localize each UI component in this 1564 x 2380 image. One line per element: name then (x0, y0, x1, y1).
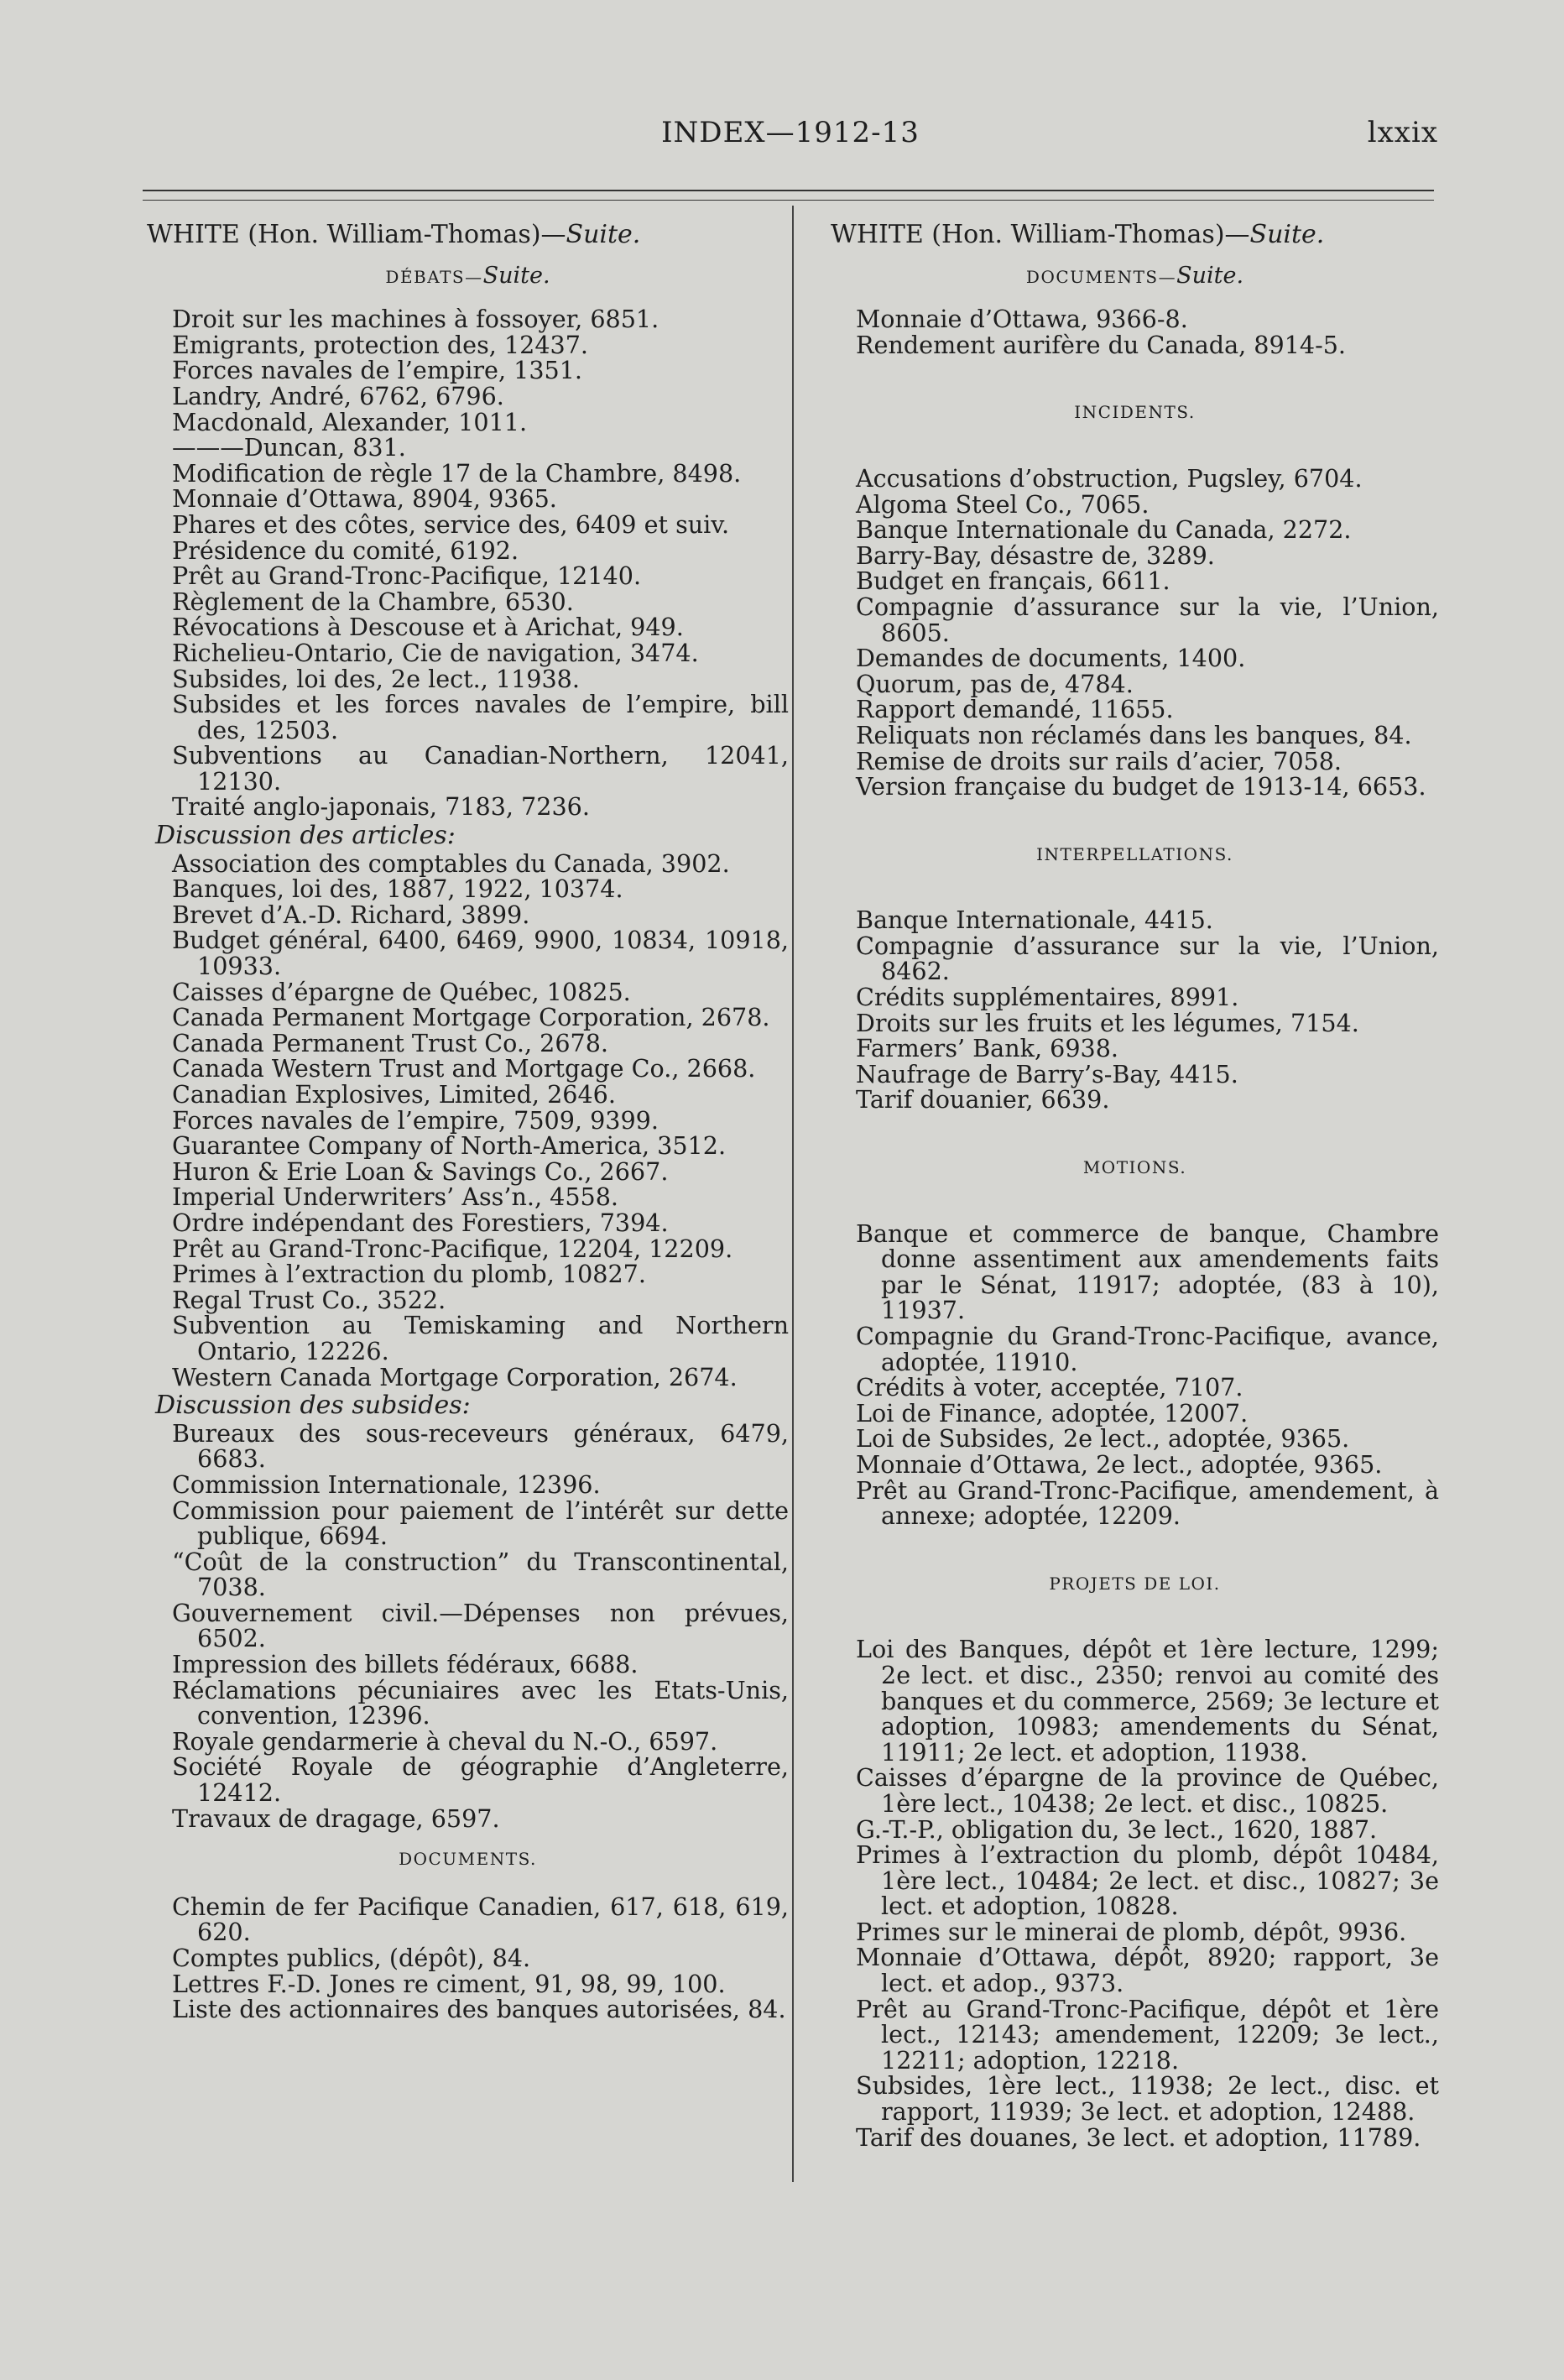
index-entry: Banque et commerce de banque, Chambre donne assentiment aux amendements faits par le Sénat, 11917; adoptée, (83 à 10), 11937. (856, 1219, 1439, 1325)
index-entry: Demandes de documents, 1400. (856, 644, 1246, 673)
index-entry: Brevet d’A.-D. Richard, 3899. (172, 900, 530, 929)
index-entry: Canadian Explosives, Limited, 2646. (172, 1080, 616, 1109)
index-entry: Monnaie d’Ottawa, 8904, 9365. (172, 484, 557, 514)
index-entry: Budget général, 6400, 6469, 9900, 10834, 10918, 10933. (172, 926, 789, 981)
header-rule (143, 190, 1434, 191)
debats-list (147, 306, 789, 820)
index-entry: Forces navales de l’empire, 1351. (172, 356, 583, 385)
index-entry: Banques, loi des, 1887, 1922, 10374. (172, 874, 623, 904)
index-entry: Compagnie d’assurance sur la vie, l’Union, 8605. (856, 592, 1439, 647)
index-entry: ———Duncan, 831. (172, 433, 406, 462)
documents-list (831, 306, 1439, 358)
index-entry: Primes à l’extraction du plomb, 10827. (172, 1260, 646, 1289)
index-entry: Farmers’ Bank, 6938. (856, 1034, 1119, 1063)
index-entry: Subsides, 1ère lect., 11938; 2e lect., disc. et rapport, 11939; 3e lect. et adoption, 12488. (856, 2071, 1439, 2127)
index-entry: Prêt au Grand-Tronc-Pacifique, amendement, à annexe; adoptée, 12209. (856, 1475, 1439, 1531)
index-entry: Remise de droits sur rails d’acier, 7058. (856, 746, 1342, 775)
index-entry: Monnaie d’Ottawa, 2e lect., adoptée, 9365. (856, 1449, 1383, 1479)
subsides-list (147, 1418, 789, 1833)
index-entry: Société Royale de géographie d’Angleterre, 12412. (172, 1752, 789, 1808)
index-entry: Macdonald, Alexander, 1011. (172, 407, 528, 436)
index-entry: Subsides, loi des, 2e lect., 11938. (172, 664, 580, 693)
index-entry: Subventions au Canadian-Northern, 12041, 12130. (172, 741, 789, 796)
index-entry: Naufrage de Barry’s-Bay, 4415. (856, 1059, 1238, 1088)
index-entry: Crédits supplémentaires, 8991. (856, 983, 1239, 1012)
index-entry: Gouvernement civil.—Dépenses non prévues, 6502. (172, 1598, 789, 1653)
index-entry: Modification de règle 17 de la Chambre, 8498. (172, 458, 742, 488)
section-heading-debats (147, 264, 789, 290)
subsection-heading-subsides: Discussion des subsides: (155, 1391, 471, 1421)
index-entry: Commission pour paiement de l’intérêt sur dette publique, 6694. (172, 1495, 789, 1551)
index-entry: Phares et des côtes, service des, 6409 et suiv. (172, 509, 730, 539)
index-entry: Compagnie d’assurance sur la vie, l’Union, 8462. (856, 931, 1439, 986)
left-column (147, 222, 789, 2022)
index-entry: Lettres F.-D. Jones re ciment, 91, 98, 99, 100. (172, 1969, 726, 1998)
index-entry: Banque Internationale, 4415. (856, 906, 1213, 935)
index-entry: Loi de Subsides, 2e lect., adoptée, 9365. (856, 1424, 1350, 1454)
page-header (143, 107, 1438, 158)
motions-list (831, 1221, 1439, 1529)
index-entry: Canada Permanent Trust Co., 2678. (172, 1028, 608, 1057)
index-entry: Tarif douanier, 6639. (856, 1085, 1110, 1114)
index-entry: Primes sur le minerai de plomb, dépôt, 9936. (856, 1917, 1407, 1946)
index-entry: Western Canada Mortgage Corporation, 2674. (172, 1362, 738, 1391)
articles-list (147, 848, 789, 1391)
index-entry: Richelieu-Ontario, Cie de navigation, 3474. (172, 638, 699, 667)
index-entry: Impression des billets fédéraux, 6688. (172, 1650, 639, 1679)
section-heading-incidents: INCIDENTS. (1074, 402, 1196, 423)
section-suite: Suite. (1176, 262, 1244, 289)
section-label: DÉBATS— (385, 266, 483, 287)
incidents-list (831, 463, 1439, 801)
index-entry: Huron & Erie Loan & Savings Co., 2667. (172, 1156, 669, 1186)
index-entry: Association des comptables du Canada, 3902. (172, 848, 730, 878)
index-entry: Crédits à voter, acceptée, 7107. (856, 1373, 1243, 1402)
index-entry: Rapport demandé, 11655. (856, 695, 1174, 724)
heading-suite: Suite. (1249, 220, 1325, 249)
section-heading-documents: DOCUMENTS. (399, 1849, 537, 1870)
index-entry: Subsides et les forces navales de l’empire, bill des, 12503. (172, 690, 789, 744)
index-entry: Rendement aurifère du Canada, 8914-5. (856, 330, 1347, 359)
index-entry: Liste des actionnaires des banques autorisées, 84. (172, 1995, 786, 2024)
index-entry: Canada Permanent Mortgage Corporation, 2678. (172, 1003, 770, 1032)
index-entry: Forces navales de l’empire, 7509, 9399. (172, 1105, 659, 1135)
index-entry: Commission Internationale, 12396. (172, 1469, 601, 1499)
index-entry: Emigrants, protection des, 12437. (172, 330, 589, 359)
index-entry: Version française du budget de 1913-14, 6653. (856, 772, 1426, 801)
index-entry: Prêt au Grand-Tronc-Pacifique, 12204, 12209. (172, 1234, 733, 1263)
index-entry: Barry-Bay, désastre de, 3289. (856, 540, 1215, 570)
index-entry: Loi des Banques, dépôt et 1ère lecture, 1299; 2e lect. et disc., 2350; renvoi au comité des banques et du commerce, 2569; 3e lecture et adoption, 10983; amendements du Sénat, 11911; 2e lect. et adoption, 11938. (856, 1635, 1439, 1767)
index-entry: Monnaie d’Ottawa, 9366-8. (856, 305, 1188, 334)
index-entry: Landry, André, 6762, 6796. (172, 381, 504, 410)
index-entry: Caisses d’épargne de la province de Québec, 1ère lect., 10438; 2e lect. et disc., 10825. (856, 1763, 1439, 1818)
index-entry: “Coût de la construction” du Transcontinental, 7038. (172, 1547, 789, 1602)
index-entry: Regal Trust Co., 3522. (172, 1285, 446, 1314)
entry-heading (147, 222, 789, 248)
index-entry: Travaux de dragage, 6597. (172, 1803, 500, 1833)
index-entry: Tarif des douanes, 3e lect. et adoption, 11789. (856, 2122, 1421, 2152)
subsection-heading-articles: Discussion des articles: (155, 821, 456, 851)
heading-name: WHITE (Hon. William-Thomas)— (147, 220, 566, 249)
index-entry: Ordre indépendant des Forestiers, 7394. (172, 1208, 669, 1237)
index-entry: Algoma Steel Co., 7065. (856, 489, 1150, 519)
index-entry: Règlement de la Chambre, 6530. (172, 587, 574, 616)
index-entry: Révocations à Descouse et à Arichat, 949. (172, 613, 684, 642)
interpellations-list (831, 907, 1439, 1113)
index-entry: Prêt au Grand-Tronc-Pacifique, 12140. (172, 561, 642, 591)
right-column (831, 222, 1439, 2150)
index-entry: Quorum, pas de, 4784. (856, 669, 1134, 698)
index-entry: Chemin de fer Pacifique Canadien, 617, 618, 619, 620. (172, 1892, 789, 1947)
projets-list (831, 1636, 1439, 2150)
index-entry: Loi de Finance, adoptée, 12007. (856, 1398, 1249, 1427)
index-entry: Subvention au Temiskaming and Northern Ontario, 12226. (172, 1311, 789, 1365)
index-entry: Reliquats non réclamés dans les banques, 84. (856, 720, 1412, 749)
index-entry: Bureaux des sous-receveurs généraux, 6479, 6683. (172, 1418, 789, 1474)
section-suite: Suite. (482, 262, 550, 289)
index-entry: Droits sur les fruits et les légumes, 7154. (856, 1008, 1359, 1037)
index-entry: Monnaie d’Ottawa, dépôt, 8920; rapport, 3e lect. et adop., 9373. (856, 1943, 1439, 1998)
index-entry: Caisses d’épargne de Québec, 10825. (172, 977, 631, 1006)
index-entry: Imperial Underwriters’ Ass’n., 4558. (172, 1182, 618, 1212)
section-heading-motions: MOTIONS. (1082, 1157, 1187, 1178)
index-entry: Traité anglo-japonais, 7183, 7236. (172, 792, 590, 822)
index-entry: Royale gendarmerie à cheval du N.-O., 6597. (172, 1726, 718, 1756)
section-heading-interpellations: INTERPELLATIONS. (1036, 843, 1233, 864)
index-entry: Comptes publics, (dépôt), 84. (172, 1944, 531, 1972)
index-entry: G.-T.-P., obligation du, 3e lect., 1620, 1887. (856, 1814, 1378, 1844)
index-entry: Guarantee Company of North-America, 3512. (172, 1131, 727, 1161)
index-entry: Compagnie du Grand-Tronc-Pacifique, avance, adoptée, 11910. (856, 1322, 1439, 1376)
section-heading-projets-de-loi: PROJETS DE LOI. (1049, 1573, 1221, 1594)
documents-list (147, 1894, 789, 2022)
index-entry: Réclamations pécuniaires avec les Etats-Unis, convention, 12396. (172, 1675, 789, 1730)
index-entry: Budget en français, 6611. (856, 566, 1170, 596)
section-label: DOCUMENTS— (1025, 266, 1177, 287)
index-entry: Prêt au Grand-Tronc-Pacifique, dépôt et 1ère lect., 12143; amendement, 12209; 3e lect., 12211; adoption, 12218. (856, 1994, 1439, 2075)
column-divider (792, 206, 794, 2182)
section-heading-documents (831, 264, 1439, 290)
index-entry: Canada Western Trust and Mortgage Co., 2668. (172, 1054, 756, 1083)
index-entry: Primes à l’extraction du plomb, dépôt 10484, 1ère lect., 10484; 2e lect. et disc., 10827; 3e lect. et adoption, 10828. (856, 1840, 1439, 1921)
index-entry: Banque Internationale du Canada, 2272. (856, 515, 1352, 545)
index-entry: Accusations d’obstruction, Pugsley, 6704. (856, 463, 1363, 493)
heading-name: WHITE (Hon. William-Thomas)— (831, 220, 1250, 249)
running-title: INDEX—1912-13 (661, 116, 920, 149)
page-number: lxxix (1367, 116, 1438, 149)
index-entry: Droit sur les machines à fossoyer, 6851. (172, 305, 659, 334)
header-rule-thin (143, 200, 1434, 201)
index-entry: Présidence du comité, 6192. (172, 535, 519, 565)
entry-heading (831, 222, 1439, 248)
heading-suite: Suite. (566, 220, 641, 249)
